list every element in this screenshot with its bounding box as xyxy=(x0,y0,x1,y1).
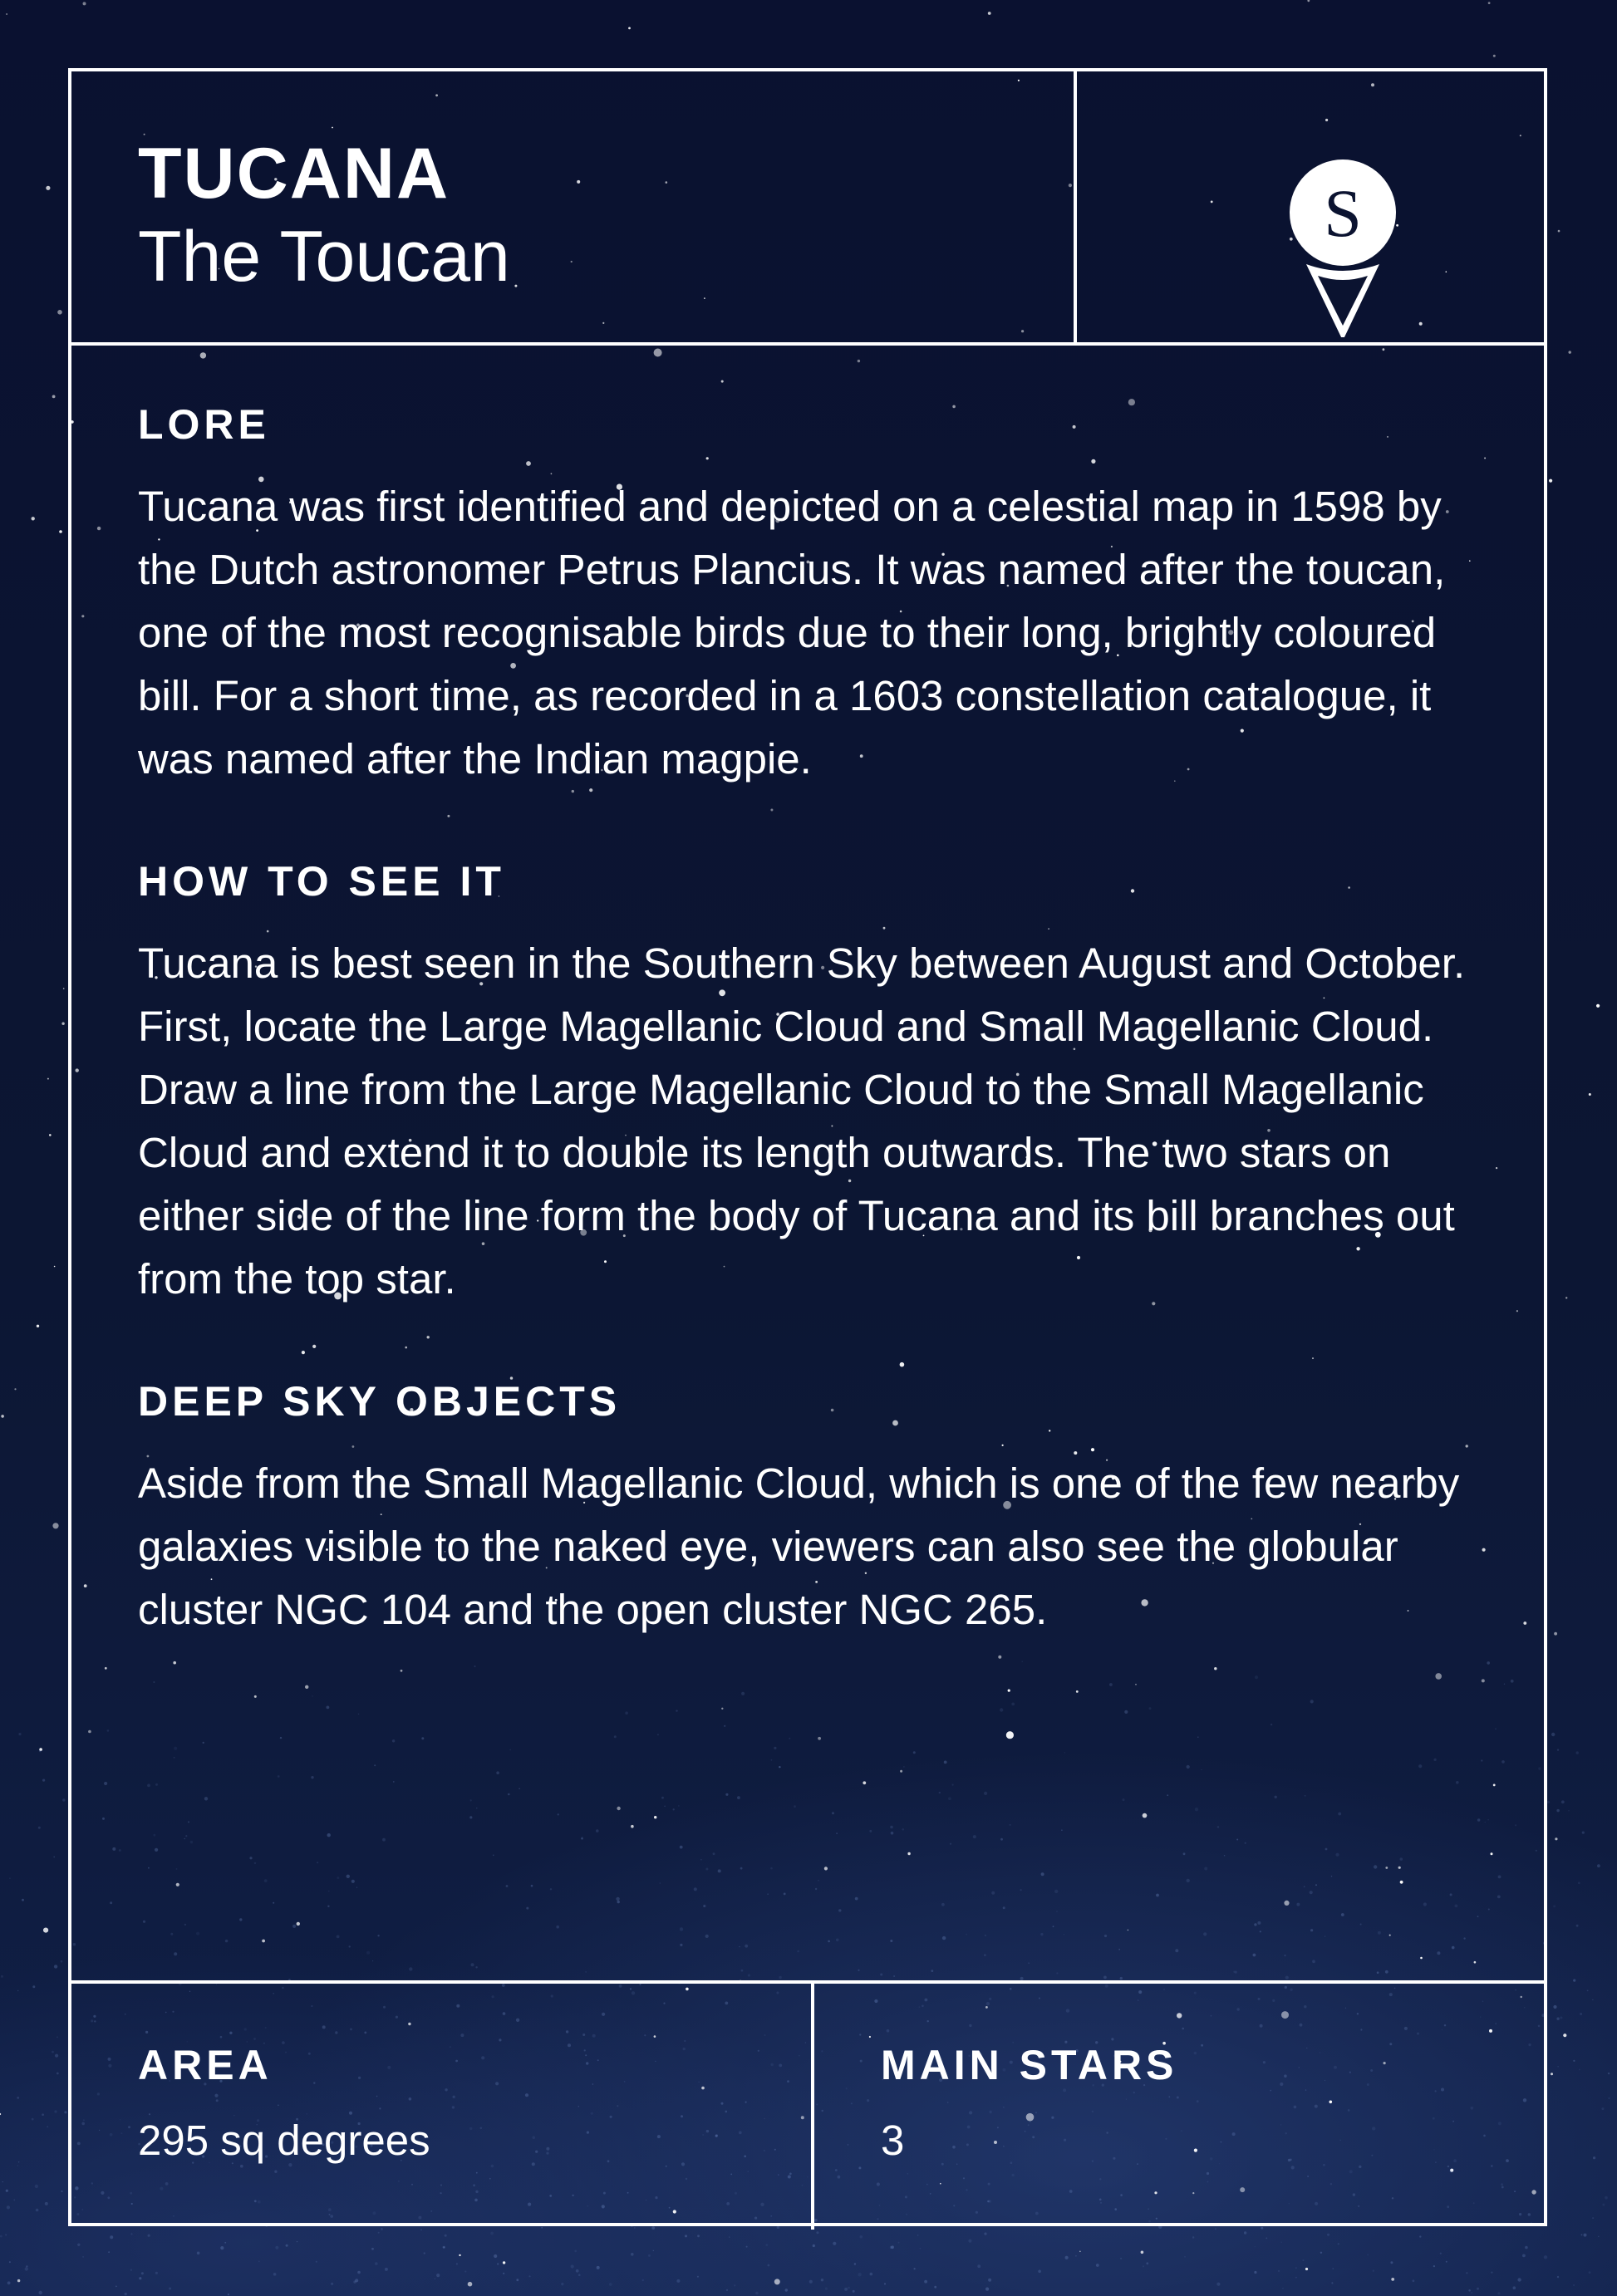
nebula-speckle xyxy=(1589,2271,1591,2274)
nebula-speckle xyxy=(1302,2259,1304,2261)
star-dot xyxy=(6,13,7,15)
nebula-speckle xyxy=(139,2277,141,2279)
star-dot xyxy=(17,2279,20,2282)
nebula-speckle xyxy=(988,2279,991,2282)
nebula-speckle xyxy=(258,2261,260,2263)
nebula-speckle xyxy=(77,2244,80,2246)
nebula-speckle xyxy=(844,2288,848,2291)
nebula-speckle xyxy=(1278,2270,1280,2272)
star-dot xyxy=(1493,55,1496,57)
nebula-speckle xyxy=(1282,2288,1283,2289)
nebula-speckle xyxy=(576,2269,579,2273)
nebula-speckle xyxy=(1331,2282,1333,2284)
constellation-common-name: The Toucan xyxy=(138,217,510,297)
nebula-speckle xyxy=(914,2268,916,2269)
nebula-speckle xyxy=(516,2279,519,2281)
nebula-speckle xyxy=(436,2274,440,2277)
nebula-speckle xyxy=(1517,2278,1521,2281)
section-text: Aside from the Small Magellanic Cloud, which is one of the few nearby galaxies visible to the naked eye, viewers can also see the globular cluster NGC 104 and the open cluster NGC 265. xyxy=(138,1460,1460,1633)
star-dot xyxy=(32,517,35,520)
star-dot xyxy=(1549,479,1552,483)
nebula-speckle xyxy=(2,2181,3,2182)
nebula-speckle xyxy=(1266,2238,1267,2240)
nebula-speckle xyxy=(17,2165,18,2166)
nebula-speckle xyxy=(1557,2276,1559,2278)
nebula-speckle xyxy=(53,1857,55,1858)
nebula-speckle xyxy=(920,2248,922,2249)
nebula-speckle xyxy=(1433,2265,1435,2267)
nebula-speckle xyxy=(541,2227,543,2229)
nebula-speckle xyxy=(1579,2069,1580,2071)
nebula-speckle xyxy=(130,2233,132,2235)
nebula-speckle xyxy=(766,2244,769,2246)
nebula-speckle xyxy=(26,2265,27,2267)
nebula-speckle xyxy=(1592,2217,1594,2219)
star-dot xyxy=(1488,2,1491,4)
nebula-speckle xyxy=(746,2246,748,2248)
star-dot xyxy=(503,2261,505,2264)
star-dot xyxy=(46,186,50,190)
star-dot xyxy=(628,27,631,30)
nebula-speckle xyxy=(224,2242,226,2244)
nebula-speckle xyxy=(57,2073,59,2075)
nebula-speckle xyxy=(1553,2005,1556,2009)
nebula-speckle xyxy=(5,2234,7,2235)
nebula-speckle xyxy=(1466,2272,1467,2274)
nebula-speckle xyxy=(54,2110,57,2112)
nebula-speckle xyxy=(1547,1801,1551,1804)
nebula-speckle xyxy=(503,2273,504,2274)
nebula-speckle xyxy=(52,2051,54,2053)
nebula-speckle xyxy=(1601,2107,1604,2110)
nebula-speckle xyxy=(1338,2243,1339,2244)
nebula-speckle xyxy=(54,1965,57,1968)
nebula-speckle xyxy=(17,1990,18,1991)
nebula-speckle xyxy=(1491,2272,1492,2274)
nebula-speckle xyxy=(1468,2289,1471,2292)
nebula-speckle xyxy=(1557,1749,1559,1751)
nebula-speckle xyxy=(125,2293,127,2295)
nebula-speckle xyxy=(130,2269,132,2271)
nebula-speckle xyxy=(25,2267,28,2270)
nebula-speckle xyxy=(1446,2261,1447,2263)
nebula-speckle xyxy=(57,2036,58,2038)
nebula-speckle xyxy=(726,2289,728,2291)
nebula-speckle xyxy=(854,2263,856,2264)
nebula-speckle xyxy=(1525,2246,1528,2249)
star-dot xyxy=(61,1023,64,1025)
section-text: Tucana was first identified and depicted on a celestial map in 1598 by the Dutch astronomer Petrus Plancius. It was named after the toucan, one of the most recognisable birds due to their long, brightly coloured bill. For a short time, as recorded in a 1603 constellation catalogue, it was named after the Indian magpie. xyxy=(138,483,1446,783)
nebula-speckle xyxy=(1413,2279,1415,2282)
nebula-speckle xyxy=(36,2209,39,2212)
nebula-speckle xyxy=(653,2250,654,2251)
nebula-speckle xyxy=(1556,1809,1559,1812)
nebula-speckle xyxy=(286,2244,288,2247)
header-vertical-divider xyxy=(1074,71,1077,344)
nebula-speckle xyxy=(1065,2256,1069,2259)
nebula-speckle xyxy=(108,2251,110,2253)
nebula-speckle xyxy=(38,1827,41,1829)
star-dot xyxy=(52,1523,58,1528)
nebula-speckle xyxy=(1215,2228,1216,2230)
nebula-speckle xyxy=(697,2235,700,2237)
nebula-speckle xyxy=(32,1985,35,1988)
nebula-speckle xyxy=(1578,1882,1580,1885)
star-dot xyxy=(1589,1093,1591,1096)
star-dot xyxy=(1555,1837,1557,1840)
nebula-speckle xyxy=(898,2242,900,2244)
nebula-speckle xyxy=(378,2232,380,2234)
nebula-speckle xyxy=(1582,1832,1585,1834)
nebula-speckle xyxy=(676,2279,680,2283)
nebula-speckle xyxy=(917,2235,919,2236)
nebula-speckle xyxy=(1146,2262,1148,2264)
nebula-speckle xyxy=(353,2280,356,2283)
nebula-speckle xyxy=(42,2113,44,2116)
nebula-speckle xyxy=(1,1975,3,1978)
nebula-speckle xyxy=(148,2235,150,2237)
nebula-speckle xyxy=(571,2264,574,2268)
nebula-speckle xyxy=(597,2266,600,2269)
nebula-speckle xyxy=(381,2228,383,2230)
nebula-speckle xyxy=(634,2227,635,2228)
nebula-speckle xyxy=(331,2283,333,2285)
nebula-speckle xyxy=(61,1960,63,1963)
nebula-speckle xyxy=(1373,2270,1374,2272)
nebula-speckle xyxy=(1367,2254,1368,2255)
nebula-speckle xyxy=(420,2229,422,2230)
star-dot xyxy=(43,1928,48,1933)
nebula-speckle xyxy=(275,2246,278,2249)
nebula-speckle xyxy=(631,2253,634,2256)
nebula-speckle xyxy=(9,1878,10,1879)
nebula-speckle xyxy=(39,2291,42,2294)
nebula-speckle xyxy=(424,2252,425,2254)
star-dot xyxy=(14,1388,16,1390)
nebula-speckle xyxy=(870,2273,873,2276)
section-lore xyxy=(138,401,1501,791)
nebula-speckle xyxy=(1553,1905,1556,1907)
star-dot xyxy=(1565,1297,1567,1298)
star-dot xyxy=(49,1134,52,1136)
card-content xyxy=(138,401,1501,1711)
map-pin-letter-s-icon xyxy=(1260,155,1426,337)
nebula-speckle xyxy=(1544,2255,1547,2259)
nebula-speckle xyxy=(62,1798,65,1801)
star-dot xyxy=(1307,0,1310,2)
nebula-speckle xyxy=(197,2252,200,2255)
nebula-speckle xyxy=(1120,2258,1122,2259)
nebula-speckle xyxy=(0,2235,2,2238)
nebula-speckle xyxy=(55,2054,58,2058)
nebula-speckle xyxy=(609,2283,612,2286)
nebula-speckle xyxy=(642,2279,644,2281)
nebula-speckle xyxy=(1584,2234,1587,2237)
nebula-speckle xyxy=(1513,2286,1516,2289)
nebula-speckle xyxy=(35,2185,38,2188)
nebula-speckle xyxy=(891,2245,894,2249)
nebula-speckle xyxy=(809,2280,813,2284)
star-dot xyxy=(774,2279,780,2284)
star-dot xyxy=(1596,1004,1600,1008)
nebula-speckle xyxy=(1561,1800,1565,1803)
nebula-speckle xyxy=(6,2190,8,2192)
nebula-speckle xyxy=(977,2264,981,2268)
nebula-speckle xyxy=(1576,1751,1579,1754)
star-dot xyxy=(1558,230,1560,233)
constellation-name: TUCANA xyxy=(138,134,450,213)
nebula-speckle xyxy=(273,2273,277,2276)
star-dot xyxy=(1554,1632,1557,1636)
nebula-speckle xyxy=(13,2200,15,2201)
nebula-speckle xyxy=(1602,2204,1605,2206)
nebula-speckle xyxy=(685,2235,687,2237)
nebula-speckle xyxy=(18,2161,19,2162)
footer-divider xyxy=(71,1980,1544,1984)
nebula-speckle xyxy=(1580,2013,1582,2015)
nebula-speckle xyxy=(1608,2097,1610,2099)
star-dot xyxy=(459,2254,460,2256)
info-card xyxy=(68,68,1547,2226)
nebula-speckle xyxy=(561,2283,563,2285)
nebula-speckle xyxy=(648,2254,651,2257)
nebula-speckle xyxy=(697,2276,699,2278)
nebula-speckle xyxy=(61,2191,63,2192)
nebula-speckle xyxy=(1332,2268,1334,2269)
section-deep-sky-objects xyxy=(138,1378,1501,1641)
nebula-speckle xyxy=(7,2205,10,2209)
nebula-speckle xyxy=(785,2289,788,2291)
nebula-speckle xyxy=(357,2271,361,2274)
area-label: AREA xyxy=(138,2042,273,2088)
nebula-speckle xyxy=(169,2288,171,2290)
star-dot xyxy=(37,1325,39,1327)
nebula-speckle xyxy=(768,2264,770,2267)
nebula-speckle xyxy=(155,2272,158,2274)
star-dot xyxy=(1141,2251,1144,2254)
nebula-speckle xyxy=(1255,2246,1256,2247)
star-dot xyxy=(63,988,65,989)
nebula-speckle xyxy=(316,2261,317,2263)
nebula-speckle xyxy=(574,2250,577,2253)
nebula-speckle xyxy=(1573,2284,1575,2286)
nebula-speckle xyxy=(116,2286,117,2288)
nebula-speckle xyxy=(1440,2253,1442,2254)
section-heading: HOW TO SEE IT xyxy=(138,858,505,905)
nebula-speckle xyxy=(1216,2283,1220,2286)
star-dot xyxy=(54,1266,56,1268)
nebula-speckle xyxy=(22,1899,24,1901)
nebula-speckle xyxy=(494,2254,497,2258)
star-dot xyxy=(59,530,62,533)
nebula-speckle xyxy=(1295,2267,1297,2269)
nebula-speckle xyxy=(497,2263,499,2264)
nebula-speckle xyxy=(813,2244,815,2247)
nebula-speckle xyxy=(1497,2292,1500,2294)
nebula-speckle xyxy=(734,2284,735,2286)
nebula-speckle xyxy=(17,2097,19,2099)
nebula-speckle xyxy=(833,2242,836,2245)
nebula-speckle xyxy=(853,2290,855,2293)
nebula-speckle xyxy=(1184,2256,1185,2257)
nebula-speckle xyxy=(985,2288,989,2291)
star-dot xyxy=(83,2,86,5)
nebula-speckle xyxy=(1573,2060,1575,2062)
nebula-speckle xyxy=(1556,2018,1559,2020)
nebula-speckle xyxy=(375,2262,378,2265)
main-stars-label: MAIN STARS xyxy=(881,2042,1178,2088)
section-how-to-see-it xyxy=(138,858,1501,1311)
star-dot xyxy=(1569,351,1571,353)
nebula-speckle xyxy=(755,2292,759,2295)
section-text: Tucana is best seen in the Southern Sky between August and October. First, locate the Large Magellanic Cloud and Small Magellanic Cloud. Draw a line from the Large Magellanic Cloud to the Small Magellanic Cloud and extend it to double its length outwards. The two stars on either side of the line form the body of Tucana and its bill branches out from the top star. xyxy=(138,939,1466,1303)
nebula-speckle xyxy=(47,2126,48,2127)
footer-vertical-divider xyxy=(811,1980,814,2230)
nebula-speckle xyxy=(1281,2242,1282,2243)
nebula-speckle xyxy=(1598,2236,1599,2237)
nebula-speckle xyxy=(1608,2073,1610,2074)
nebula-speckle xyxy=(64,2111,66,2113)
nebula-speckle xyxy=(45,2202,48,2205)
nebula-speckle xyxy=(858,2273,861,2276)
nebula-speckle xyxy=(1477,2288,1479,2290)
nebula-speckle xyxy=(528,2275,530,2277)
nebula-speckle xyxy=(1597,1864,1600,1867)
star-dot xyxy=(1079,2251,1081,2253)
star-dot xyxy=(57,310,62,315)
star-dot xyxy=(988,12,991,15)
nebula-speckle xyxy=(1557,2066,1558,2067)
nebula-speckle xyxy=(860,2235,863,2239)
nebula-speckle xyxy=(1327,2234,1329,2236)
star-dot xyxy=(468,2282,473,2287)
nebula-speckle xyxy=(1075,2255,1077,2257)
nebula-speckle xyxy=(821,2279,823,2281)
nebula-speckle xyxy=(1581,2235,1583,2236)
nebula-speckle xyxy=(110,2235,113,2239)
nebula-speckle xyxy=(934,2286,936,2289)
nebula-speckle xyxy=(385,2268,388,2271)
star-dot xyxy=(52,395,56,399)
nebula-speckle xyxy=(32,2118,34,2121)
nebula-speckle xyxy=(141,2272,144,2274)
nebula-speckle xyxy=(1261,2227,1263,2230)
nebula-speckle xyxy=(848,2287,850,2289)
nebula-speckle xyxy=(445,2235,447,2237)
nebula-speckle xyxy=(578,2274,581,2276)
star-dot xyxy=(47,1078,49,1080)
nebula-speckle xyxy=(464,2270,466,2272)
nebula-speckle xyxy=(18,1733,21,1735)
nebula-speckle xyxy=(816,2231,818,2234)
nebula-speckle xyxy=(1192,2236,1194,2238)
logo-letter: S xyxy=(1324,175,1362,251)
nebula-speckle xyxy=(1573,1980,1575,1982)
star-dot xyxy=(1305,2268,1308,2270)
nebula-speckle xyxy=(1576,1925,1579,1927)
star-dot xyxy=(1563,2034,1566,2037)
main-stars-value: 3 xyxy=(881,2117,905,2164)
nebula-speckle xyxy=(1592,1999,1593,2000)
nebula-speckle xyxy=(228,2294,229,2295)
nebula-speckle xyxy=(968,2240,971,2243)
nebula-speckle xyxy=(1551,1733,1555,1736)
nebula-speckle xyxy=(1254,2271,1256,2274)
nebula-speckle xyxy=(371,2248,374,2250)
nebula-speckle xyxy=(884,2283,886,2284)
nebula-speckle xyxy=(39,1749,42,1752)
nebula-speckle xyxy=(1593,2156,1595,2159)
nebula-speckle xyxy=(1390,2261,1393,2264)
nebula-speckle xyxy=(729,2236,730,2237)
star-dot xyxy=(0,2113,1,2115)
nebula-speckle xyxy=(1587,1990,1589,1992)
nebula-speckle xyxy=(825,2288,828,2290)
star-dot xyxy=(1551,2073,1553,2075)
nebula-speckle xyxy=(1560,2017,1562,2019)
nebula-speckle xyxy=(42,1779,45,1782)
section-heading: LORE xyxy=(138,401,270,448)
nebula-speckle xyxy=(1295,2277,1297,2279)
nebula-speckle xyxy=(1143,2265,1144,2267)
header-divider xyxy=(71,342,1544,346)
nebula-speckle xyxy=(82,2256,84,2258)
nebula-speckle xyxy=(1605,2196,1608,2200)
nebula-speckle xyxy=(924,2280,927,2284)
nebula-speckle xyxy=(1038,2270,1041,2274)
nebula-speckle xyxy=(651,2226,655,2230)
nebula-speckle xyxy=(1244,2231,1246,2234)
nebula-speckle xyxy=(1568,1810,1569,1811)
nebula-speckle xyxy=(490,2232,494,2235)
nebula-speckle xyxy=(1320,2252,1322,2254)
star-dot xyxy=(1,1415,4,1418)
nebula-speckle xyxy=(9,2261,11,2263)
nebula-speckle xyxy=(984,2233,986,2235)
nebula-speckle xyxy=(443,2247,445,2249)
section-heading: DEEP SKY OBJECTS xyxy=(138,1378,622,1425)
area-value: 295 sq degrees xyxy=(138,2117,430,2164)
nebula-speckle xyxy=(220,2246,224,2249)
nebula-speckle xyxy=(1096,2264,1099,2267)
nebula-speckle xyxy=(456,2263,458,2264)
star-dot xyxy=(1391,2278,1394,2281)
nebula-speckle xyxy=(7,2281,11,2284)
nebula-speckle xyxy=(1419,2235,1421,2237)
nebula-speckle xyxy=(1522,2254,1526,2258)
